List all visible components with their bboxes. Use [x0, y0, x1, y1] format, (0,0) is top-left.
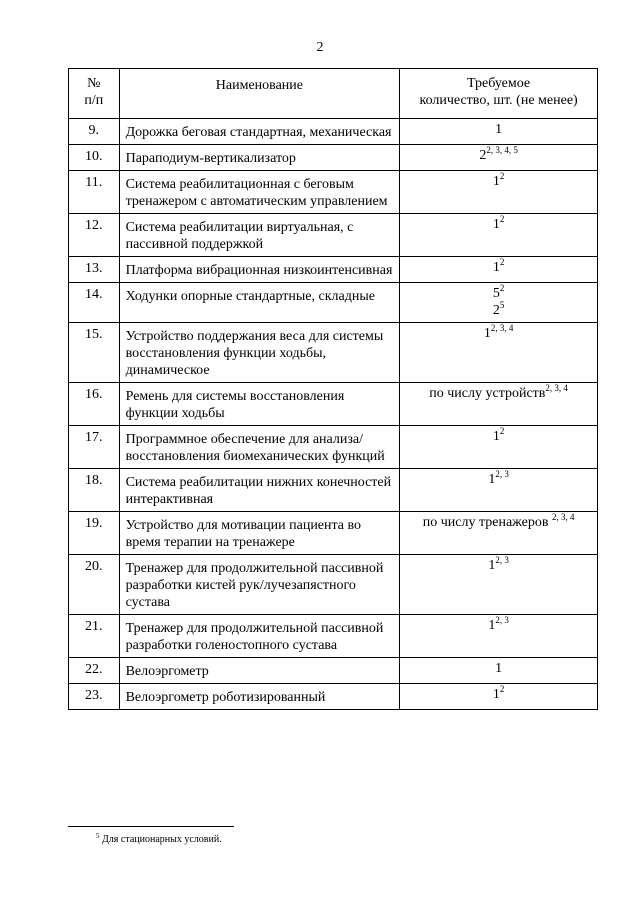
row-quantity	[400, 283, 598, 323]
footnote-divider	[68, 826, 234, 827]
row-name: Система реабилитации виртуальная, с пассивной поддержкой	[119, 214, 400, 257]
row-number: 12.	[69, 214, 120, 257]
table-row	[69, 684, 598, 710]
quantity-line	[404, 121, 593, 138]
row-quantity	[400, 615, 598, 658]
row-number: 14.	[69, 283, 120, 323]
row-quantity	[400, 119, 598, 145]
quantity-footnote-ref: 2, 3, 4	[490, 323, 514, 333]
quantity-value: 1	[492, 687, 500, 702]
row-number: 20.	[69, 555, 120, 615]
row-quantity	[400, 214, 598, 257]
row-quantity	[400, 426, 598, 469]
quantity-value: по числу устройств	[429, 386, 546, 401]
header-number-line2: п/п	[84, 93, 104, 108]
quantity-line	[404, 428, 593, 445]
table-row	[69, 283, 598, 323]
quantity-value: по числу тренажеров	[422, 515, 552, 530]
quantity-footnote-ref: 2	[499, 426, 505, 436]
row-number: 22.	[69, 658, 120, 684]
quantity-value: 1	[492, 217, 500, 232]
row-quantity	[400, 323, 598, 383]
quantity-line	[404, 147, 593, 164]
row-name: Дорожка беговая стандартная, механическая	[119, 119, 400, 145]
table-row	[69, 145, 598, 171]
quantity-footnote-ref: 2	[499, 257, 505, 267]
quantity-value: 1	[492, 429, 500, 444]
row-name: Программное обеспечение для анализа/восстановления биомеханических функций	[119, 426, 400, 469]
row-quantity	[400, 555, 598, 615]
table-header-row	[69, 69, 598, 119]
header-number	[69, 69, 120, 119]
quantity-value: 1	[495, 122, 503, 137]
quantity-value: 1	[495, 661, 503, 676]
quantity-line	[404, 471, 593, 488]
row-number: 17.	[69, 426, 120, 469]
table-row	[69, 426, 598, 469]
quantity-footnote-ref: 2	[499, 684, 505, 694]
quantity-footnote-ref: 2, 3, 4	[545, 383, 568, 393]
row-quantity	[400, 512, 598, 555]
quantity-line	[404, 325, 593, 342]
row-name: Система реабилитации нижних конечностей интерактивная	[119, 469, 400, 512]
table-row	[69, 555, 598, 615]
row-name: Платформа вибрационная низкоинтенсивная	[119, 257, 400, 283]
row-quantity	[400, 684, 598, 710]
row-number: 11.	[69, 171, 120, 214]
row-number: 10.	[69, 145, 120, 171]
quantity-line	[404, 216, 593, 233]
quantity-line	[404, 686, 593, 703]
quantity-line	[404, 302, 593, 319]
row-name: Велоэргометр	[119, 658, 400, 684]
row-name: Устройство поддержания веса для системы восстановления функции ходьбы, динамическое	[119, 323, 400, 383]
header-quantity-line2: количество, шт. (не менее)	[419, 93, 578, 108]
row-name: Тренажер для продолжительной пассивной разработки кистей рук/лучезапястного сустава	[119, 555, 400, 615]
table-row	[69, 615, 598, 658]
row-name: Ходунки опорные стандартные, складные	[119, 283, 400, 323]
row-number: 23.	[69, 684, 120, 710]
table-row	[69, 512, 598, 555]
row-name: Система реабилитационная с беговым тренажером с автоматическим управлением	[119, 171, 400, 214]
footnote	[96, 834, 222, 845]
quantity-value: 1	[488, 472, 496, 487]
table-row	[69, 171, 598, 214]
row-name: Велоэргометр роботизированный	[119, 684, 400, 710]
table-row	[69, 383, 598, 426]
quantity-value: 2	[492, 303, 500, 318]
table-row	[69, 257, 598, 283]
table-row	[69, 658, 598, 684]
header-number-line1: №	[87, 76, 101, 91]
row-name: Тренажер для продолжительной пассивной разработки голеностопного сустава	[119, 615, 400, 658]
quantity-value: 2	[479, 148, 487, 163]
row-number: 16.	[69, 383, 120, 426]
table-row	[69, 469, 598, 512]
quantity-line	[404, 385, 593, 402]
row-name: Устройство для мотивации пациента во время терапии на тренажере	[119, 512, 400, 555]
row-number: 9.	[69, 119, 120, 145]
row-name: Параподиум-вертикализатор	[119, 145, 400, 171]
quantity-value: 1	[492, 260, 500, 275]
quantity-line	[404, 660, 593, 677]
footnote-text: Для стационарных условий.	[99, 834, 222, 845]
quantity-footnote-ref: 2	[499, 171, 505, 181]
quantity-line	[404, 285, 593, 302]
row-quantity	[400, 658, 598, 684]
quantity-line	[404, 514, 593, 531]
quantity-line	[404, 259, 593, 276]
row-quantity	[400, 383, 598, 426]
row-number: 18.	[69, 469, 120, 512]
row-number: 19.	[69, 512, 120, 555]
row-quantity	[400, 257, 598, 283]
footnote-marker: 5	[96, 832, 100, 840]
row-number: 15.	[69, 323, 120, 383]
quantity-value: 1	[488, 618, 496, 633]
header-name: Наименование	[119, 69, 400, 119]
quantity-line	[404, 557, 593, 574]
row-number: 13.	[69, 257, 120, 283]
quantity-footnote-ref: 2, 3, 4, 5	[486, 145, 518, 155]
row-number: 21.	[69, 615, 120, 658]
quantity-footnote-ref: 2	[499, 283, 505, 293]
quantity-value: 1	[492, 174, 500, 189]
row-quantity	[400, 171, 598, 214]
quantity-line	[404, 173, 593, 190]
header-quantity-line1: Требуемое	[467, 76, 531, 91]
table-row	[69, 119, 598, 145]
quantity-footnote-ref: 2, 3	[495, 615, 509, 625]
row-quantity	[400, 469, 598, 512]
row-name: Ремень для системы восстановления функции ходьбы	[119, 383, 400, 426]
page-number: 2	[316, 40, 324, 55]
quantity-footnote-ref: 2, 3	[495, 555, 509, 565]
quantity-footnote-ref: 2, 3	[495, 469, 509, 479]
quantity-value: 1	[488, 558, 496, 573]
equipment-table	[68, 68, 598, 710]
table-body	[69, 119, 598, 710]
quantity-footnote-ref: 2, 3, 4	[551, 512, 575, 522]
quantity-footnote-ref: 5	[499, 300, 505, 310]
quantity-value: 5	[492, 286, 500, 301]
header-quantity	[400, 69, 598, 119]
quantity-footnote-ref: 2	[499, 214, 505, 224]
table-row	[69, 323, 598, 383]
row-quantity	[400, 145, 598, 171]
quantity-value: 1	[483, 326, 491, 341]
table-row	[69, 214, 598, 257]
quantity-line	[404, 617, 593, 634]
